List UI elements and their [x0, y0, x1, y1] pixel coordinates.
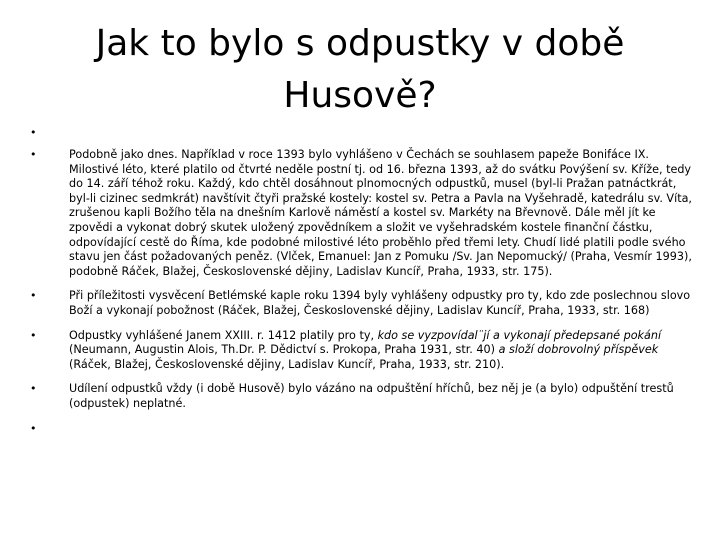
- bullet-list: [30, 126, 694, 444]
- bullet-dot-icon: •: [30, 126, 37, 139]
- bullet-paragraph-1: [30, 148, 694, 279]
- paragraph-3-italic-b: a složí dobrovolný příspěvek: [498, 343, 659, 357]
- bullet-empty-bottom: [30, 422, 694, 444]
- bullet-dot-icon: •: [30, 382, 37, 396]
- title-line-1: Jak to bylo s odpustky v době: [95, 23, 625, 64]
- paragraph-2-text: Při příležitosti vysvěcení Betlémské kaple roku 1394 byly vyhlášeny odpustky pro ty, kdo zde poslechnou slovo Boží a vykonají pobožnost (Ráček, Blažej, Československé dějiny, Ladislav Kuncíř, Praha, 1933, str. 168): [69, 289, 691, 317]
- paragraph-4-text: Udílení odpustků vždy (i době Husově) bylo vázáno na odpuštění hříchů, bez něj je (a bylo) odpuštění trestů (odpustek) neplatné.: [69, 382, 674, 410]
- paragraph-3-text-b: (Neumann, Augustin Alois, Th.Dr. P. Dědictví s. Prokopa, Praha 1931, str. 40): [69, 343, 499, 357]
- bullet-dot-icon: •: [30, 289, 37, 303]
- bullet-dot-icon: •: [30, 328, 37, 342]
- paragraph-3-text-c: (Ráček, Blažej, Československé dějiny, Ladislav Kuncíř, Praha, 1933, str. 210).: [69, 357, 505, 371]
- bullet-paragraph-4: [30, 382, 694, 411]
- bullet-paragraph-2: [30, 289, 694, 318]
- slide-title: [60, 18, 660, 122]
- title-line-2: Husově?: [283, 75, 437, 116]
- bullet-dot-icon: •: [30, 421, 37, 435]
- bullet-empty-top: [30, 126, 694, 148]
- paragraph-3-italic-a: kdo se vyzpovídal¨jí a vykonají předepsané pokání: [377, 328, 662, 342]
- paragraph-1-text: Podobně jako dnes. Například v roce 1393 bylo vyhlášeno v Čechách se souhlasem papeže Bonifáce IX. Milostivé léto, které platilo od čtvrté neděle postní tj. od 16. března 1393, až do svátku Povýšení sv. Kříže, tedy do 14. září téhož roku. Každý, kdo chtěl dosáhnout plnomocných odpustků, musel (byl-li Pražan patnáctkrát, byl-li cizinec sedmkrát) navštívit čtyři pražské kostely: kostel sv. Petra a Pavla na Vyšehradě, katedrálu sv. Víta, zrušenou kapli Božího těla na dnešním Karlově náměstí a kostel sv. Markéty na Břevnově. Dále měl jít ke zpovědi a vykonat dobrý skutek uložený zpovědníkem a složit ve vyšehradském kostele finanční částku, odpovídající cestě do Říma, kde podobné milostivé léto proběhlo před třemi lety. Chudí lidé platili podle svého stavu jen část požadovaných peněz. (Vlček, Emanuel: Jan z Pomuku /Sv. Jan Nepomucký/ (Praha, Vesmír 1993), podobně Ráček, Blažej, Československé dějiny, Ladislav Kuncíř, Praha, 1933, str. 175).: [69, 148, 692, 278]
- bullet-dot-icon: •: [30, 148, 37, 161]
- paragraph-3-text-a: Odpustky vyhlášené Janem XXIII. r. 1412 platily pro ty,: [69, 328, 378, 342]
- bullet-paragraph-3: [30, 329, 694, 373]
